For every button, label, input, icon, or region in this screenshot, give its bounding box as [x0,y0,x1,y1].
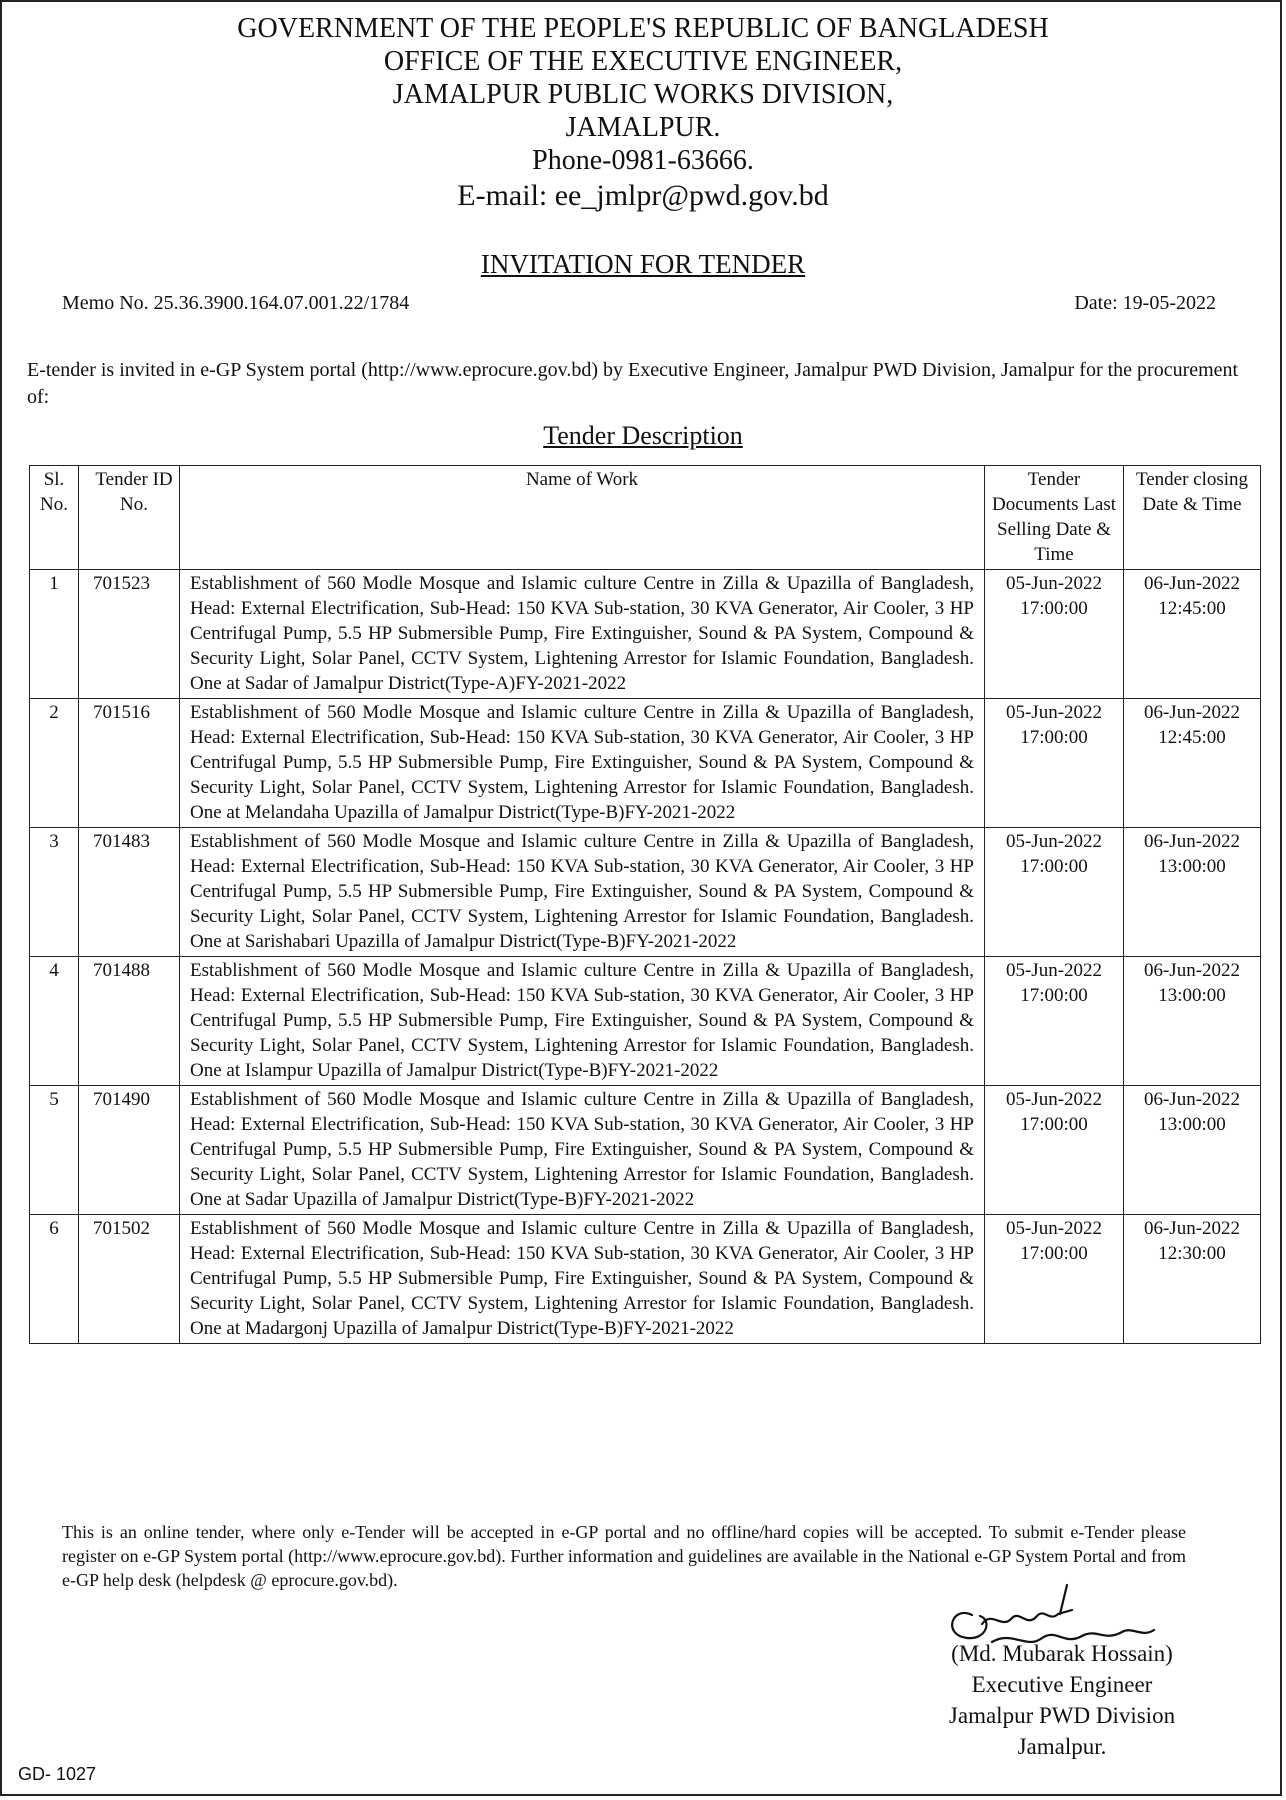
header-tender-id: Tender ID No. [79,466,180,570]
table-row [30,957,1261,1086]
office-header [2,12,1284,215]
signatory-office: Jamalpur PWD Division [948,1703,1176,1728]
signatory-block [892,1638,1232,1762]
header-name-of-work: Name of Work [180,466,985,570]
cell-name-of-work: Establishment of 560 Modle Mosque and Islamic culture Centre in Zilla & Upazilla of Bangladesh, Head: External Electrification, Sub-Head: 150 KVA Sub-station, 30 KVA Generator, Air Cooler, 3 HP Centrifugal Pump, 5.5 HP Submersible Pump, Fire Extinguisher, Sound & PA System, Compound & Security Light, Solar Panel, CCTV System, Lightening Arrestor for Islamic Foundation, Bangladesh. One at Sadar of Jamalpur District(Type-A)FY-2021-2022 [180,570,985,699]
cell-name-of-work: Establishment of 560 Modle Mosque and Islamic culture Centre in Zilla & Upazilla of Bangladesh, Head: External Electrification, Sub-Head: 150 KVA Sub-station, 30 KVA Generator, Air Cooler, 3 HP Centrifugal Pump, 5.5 HP Submersible Pump, Fire Extinguisher, Sound & PA System, Compound & Security Light, Solar Panel, CCTV System, Lightening Arrestor for Islamic Foundation, Bangladesh. One at Islampur Upazilla of Jamalpur District(Type-B)FY-2021-2022 [180,957,985,1086]
cell-last-selling [985,699,1124,828]
closing-time: 13:00:00 [1158,1114,1226,1135]
document-code: GD- 1027 [18,1764,97,1784]
table-row [30,828,1261,957]
table-header-row [30,466,1261,570]
cell-tender-id: 701490 [79,1086,180,1215]
signatory-name: (Md. Mubarak Hossain) [951,1641,1173,1666]
cell-closing [1124,570,1261,699]
selling-date: 05-Jun-2022 [1005,960,1103,981]
cell-tender-id: 701483 [79,828,180,957]
table-row [30,699,1261,828]
memo-date: Date: 19-05-2022 [1074,292,1216,314]
cell-name-of-work: Establishment of 560 Modle Mosque and Islamic culture Centre in Zilla & Upazilla of Bangladesh, Head: External Electrification, Sub-Head: 150 KVA Sub-station, 30 KVA Generator, Air Cooler, 3 HP Centrifugal Pump, 5.5 HP Submersible Pump, Fire Extinguisher, Sound & PA System, Compound & Security Light, Solar Panel, CCTV System, Lightening Arrestor for Islamic Foundation, Bangladesh. One at Sarishabari Upazilla of Jamalpur District(Type-B)FY-2021-2022 [180,828,985,957]
online-tender-note: This is an online tender, where only e-Tender will be accepted in e-GP portal and no offline/hard copies will be accepted. To submit e-Tender please register on e-GP System portal (http://www.eprocure.gov.bd). Further information and guidelines are available in the National e-GP System Portal and from e-GP help desk (helpdesk @ eprocure.gov.bd). [62,1522,1186,1590]
cell-name-of-work: Establishment of 560 Modle Mosque and Islamic culture Centre in Zilla & Upazilla of Bangladesh, Head: External Electrification, Sub-Head: 150 KVA Sub-station, 30 KVA Generator, Air Cooler, 3 HP Centrifugal Pump, 5.5 HP Submersible Pump, Fire Extinguisher, Sound & PA System, Compound & Security Light, Solar Panel, CCTV System, Lightening Arrestor for Islamic Foundation, Bangladesh. One at Sadar Upazilla of Jamalpur District(Type-B)FY-2021-2022 [180,1086,985,1215]
memo-number: Memo No. 25.36.3900.164.07.001.22/1784 [62,292,410,314]
selling-date: 05-Jun-2022 [1005,1089,1103,1110]
table-row [30,1086,1261,1215]
selling-date: 05-Jun-2022 [1005,573,1103,594]
cell-last-selling [985,957,1124,1086]
header-sl: Sl. No. [30,466,79,570]
cell-sl: 5 [30,1086,79,1215]
header-line-government: GOVERNMENT OF THE PEOPLE'S REPUBLIC OF BANGLADESH [237,13,1049,44]
tender-description-title: Tender Description [543,421,743,450]
selling-time: 17:00:00 [1020,856,1088,877]
closing-date: 06-Jun-2022 [1143,831,1241,852]
closing-time: 13:00:00 [1158,985,1226,1006]
selling-time: 17:00:00 [1020,985,1088,1006]
selling-time: 17:00:00 [1020,1243,1088,1264]
selling-date: 05-Jun-2022 [1005,831,1103,852]
selling-time: 17:00:00 [1020,598,1088,619]
closing-time: 12:45:00 [1158,727,1226,748]
cell-closing [1124,957,1261,1086]
cell-last-selling [985,1086,1124,1215]
closing-time: 12:30:00 [1158,1243,1226,1264]
cell-tender-id: 701502 [79,1215,180,1344]
tender-table [29,465,1261,1344]
cell-sl: 4 [30,957,79,1086]
selling-time: 17:00:00 [1020,1114,1088,1135]
closing-time: 12:45:00 [1158,598,1226,619]
header-email: E-mail: ee_jmlpr@pwd.gov.bd [457,179,829,212]
cell-sl: 3 [30,828,79,957]
header-last-selling: Tender Documents Last Selling Date & Time [985,466,1124,570]
cell-last-selling [985,1215,1124,1344]
page-title: INVITATION FOR TENDER [480,249,806,279]
selling-date: 05-Jun-2022 [1005,702,1103,723]
closing-date: 06-Jun-2022 [1143,1089,1241,1110]
cell-tender-id: 701516 [79,699,180,828]
cell-sl: 1 [30,570,79,699]
closing-date: 06-Jun-2022 [1143,1218,1241,1239]
selling-time: 17:00:00 [1020,727,1088,748]
cell-name-of-work: Establishment of 560 Modle Mosque and Islamic culture Centre in Zilla & Upazilla of Bangladesh, Head: External Electrification, Sub-Head: 150 KVA Sub-station, 30 KVA Generator, Air Cooler, 3 HP Centrifugal Pump, 5.5 HP Submersible Pump, Fire Extinguisher, Sound & PA System, Compound & Security Light, Solar Panel, CCTV System, Lightening Arrestor for Islamic Foundation, Bangladesh. One at Melandaha Upazilla of Jamalpur District(Type-B)FY-2021-2022 [180,699,985,828]
header-line-division: JAMALPUR PUBLIC WORKS DIVISION, [392,79,894,110]
signatory-designation: Executive Engineer [971,1672,1153,1697]
closing-date: 06-Jun-2022 [1143,960,1241,981]
cell-last-selling [985,828,1124,957]
header-line-phone: Phone-0981-63666. [532,145,754,176]
cell-tender-id: 701488 [79,957,180,1086]
cell-last-selling [985,570,1124,699]
closing-time: 13:00:00 [1158,856,1226,877]
cell-closing [1124,1086,1261,1215]
signatory-place: Jamalpur. [1017,1734,1107,1759]
cell-sl: 6 [30,1215,79,1344]
cell-name-of-work: Establishment of 560 Modle Mosque and Islamic culture Centre in Zilla & Upazilla of Bangladesh, Head: External Electrification, Sub-Head: 150 KVA Sub-station, 30 KVA Generator, Air Cooler, 3 HP Centrifugal Pump, 5.5 HP Submersible Pump, Fire Extinguisher, Sound & PA System, Compound & Security Light, Solar Panel, CCTV System, Lightening Arrestor for Islamic Foundation, Bangladesh. One at Madargonj Upazilla of Jamalpur District(Type-B)FY-2021-2022 [180,1215,985,1344]
selling-date: 05-Jun-2022 [1005,1218,1103,1239]
header-line-office: OFFICE OF THE EXECUTIVE ENGINEER, [383,46,903,77]
closing-date: 06-Jun-2022 [1143,702,1241,723]
header-closing: Tender closing Date & Time [1124,466,1261,570]
table-row [30,570,1261,699]
cell-sl: 2 [30,699,79,828]
cell-closing [1124,1215,1261,1344]
table-row [30,1215,1261,1344]
cell-closing [1124,828,1261,957]
closing-date: 06-Jun-2022 [1143,573,1241,594]
header-line-city: JAMALPUR. [565,112,721,143]
cell-closing [1124,699,1261,828]
intro-paragraph: E-tender is invited in e-GP System portal (http://www.eprocure.gov.bd) by Executive Engineer, Jamalpur PWD Division, Jamalpur for the procurement of: [27,359,1239,408]
cell-tender-id: 701523 [79,570,180,699]
